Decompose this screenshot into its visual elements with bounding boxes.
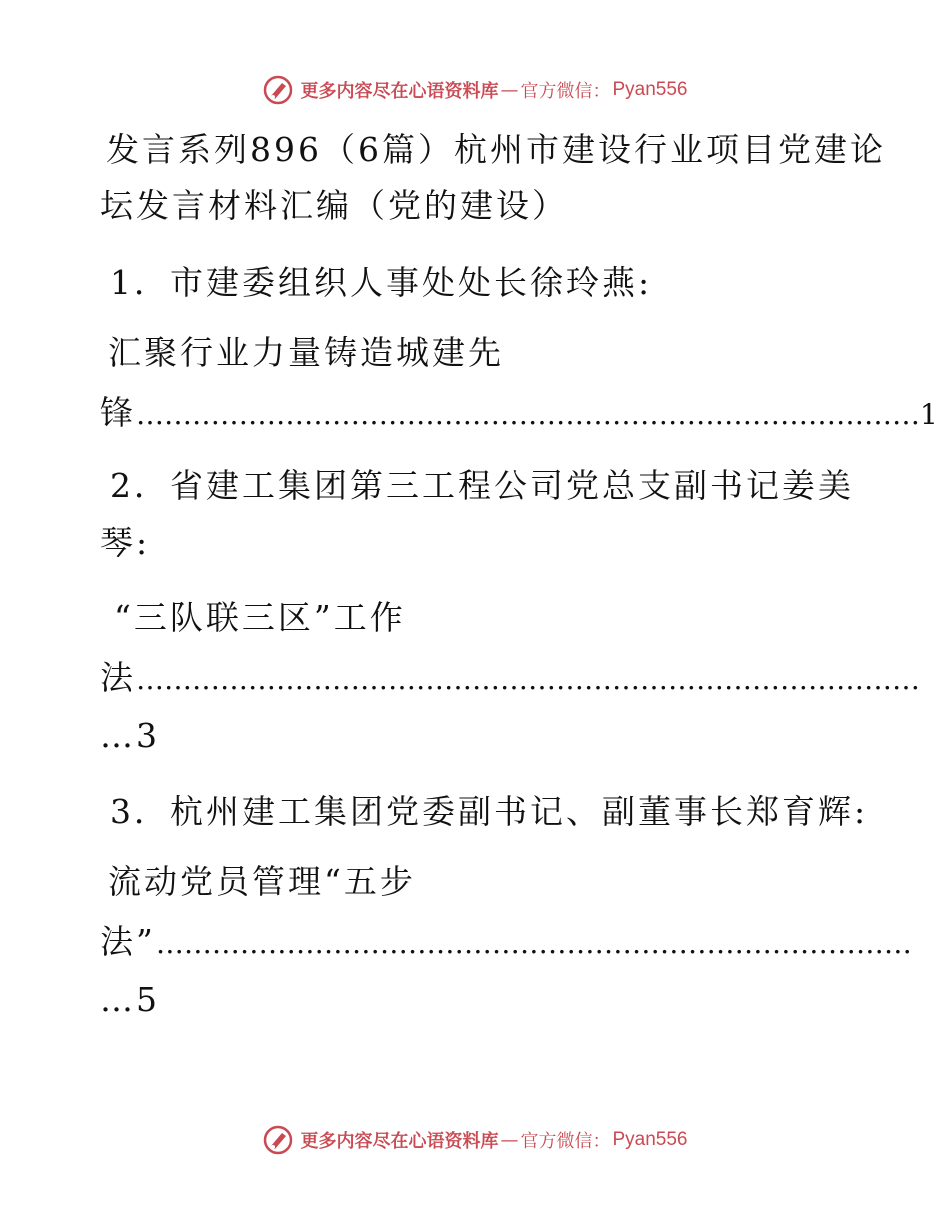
entry-1-sub-line1: 汇聚行业力量铸造城建先 [108, 333, 504, 372]
banner-dash: — [500, 1129, 519, 1151]
entry-3-continuation: …5 [100, 980, 160, 1019]
entry-2-continuation: …3 [100, 716, 160, 755]
entry-1-heading: 1．市建委组织人事处处长徐玲燕: [110, 263, 653, 302]
entry-2-sub-line1: “三队联三区”工作 [114, 598, 406, 637]
entry-3-prefix: 法” [100, 922, 156, 961]
entry-1-prefix: 锋 [100, 393, 136, 432]
banner-text: 更多内容尽在心语资料库 [300, 81, 499, 102]
banner-text: 更多内容尽在心语资料库 [300, 1131, 499, 1152]
entry-3-dots: ……………………………………………………………………… [155, 927, 912, 960]
entry-2-heading-line2: 琴: [100, 523, 151, 562]
entry-1-dots: …………………………………………………………………………1 [136, 398, 938, 431]
banner-dash: — [500, 79, 519, 101]
entry-1-sub-line2 [100, 393, 938, 435]
header-banner [0, 70, 950, 110]
document-title-line1: 发言系列896（6篇）杭州市建设行业项目党建论 [106, 130, 886, 169]
entry-2-heading: 2．省建工集团第三工程公司党总支副书记姜美 [110, 466, 854, 505]
entry-3-heading: 3．杭州建工集团党委副书记、副董事长郑育辉: [110, 792, 869, 831]
entry-3-sub-line2 [100, 922, 912, 964]
entry-2-prefix: 法 [100, 658, 136, 697]
banner-official-label: 官方微信： [520, 81, 611, 102]
banner-official-label: 官方微信： [520, 1131, 611, 1152]
banner-wechat-id: Pyan556 [612, 79, 688, 100]
pen-logo-icon [262, 1124, 294, 1156]
footer-banner [0, 1120, 950, 1160]
document-title-line2: 坛发言材料汇编（党的建设） [100, 186, 568, 225]
entry-2-sub-line2 [100, 658, 920, 700]
banner-wechat-id: Pyan556 [612, 1129, 688, 1150]
entry-2-dots: ………………………………………………………………………… [136, 663, 920, 696]
entry-3-sub-line1: 流动党员管理“五步 [108, 862, 416, 901]
pen-logo-icon [262, 74, 294, 106]
